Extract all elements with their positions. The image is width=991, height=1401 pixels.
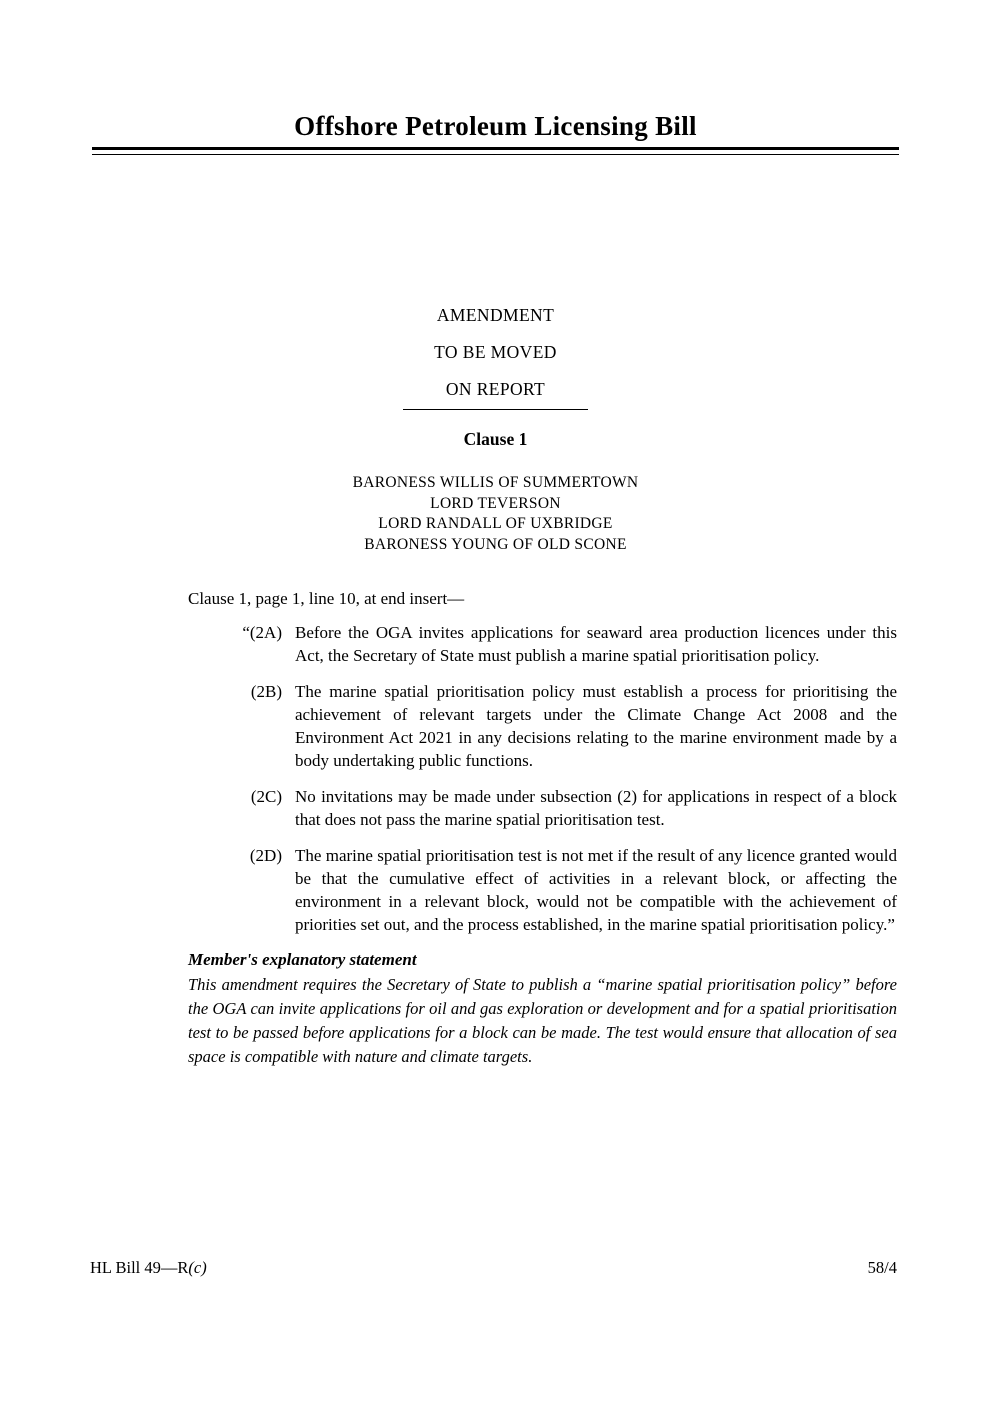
amendment-instruction: Clause 1, page 1, line 10, at end insert— [188,589,465,608]
footer-bill-reference: HL Bill 49—R(c) [90,1258,207,1277]
subsection-text: No invitations may be made under subsection (2) for applications in respect of a block that does not pass the marine spatial prioritisation test. [295,787,897,829]
subsection-text: The marine spatial prioritisation policy must establish a process for prioritising the achievement of relevant targets under the Climate Change Act 2008 and the Environment Act 2021 in any decisions relating to the marine environment made by a body undertaking public functions. [295,682,897,770]
amendment-heading-line-3: ON REPORT [445,379,546,399]
subsection-2C [188,785,897,831]
subsection-label: (2D) [249,846,282,865]
amendment-heading [0,305,991,399]
amendment-heading-line-2: TO BE MOVED [434,342,557,362]
subsection-list [188,621,897,936]
subsection-label: (2B) [250,682,282,701]
subsection-text: The marine spatial prioritisation test is not met if the result of any licence granted would be that the cumulative effect of activities in a relevant block, or affecting the environment in a relevant block, would not be compatible with the achievement of priorities set out, and the process established, in the marine spatial prioritisation policy.” [295,846,897,934]
page-title: Offshore Petroleum Licensing Bill [294,111,697,141]
amendment-heading-line-1: AMENDMENT [436,305,555,325]
footer-amendment-number: 58/4 [867,1258,897,1277]
title-double-rule [92,147,899,155]
subsection-text: Before the OGA invites applications for seaward area production licences under this Act, the Secretary of State must publish a marine spatial prioritisation policy. [295,623,897,665]
subsection-label: (2C) [250,787,282,806]
subsection-label: “(2A) [242,623,282,642]
sponsor-name: BARONESS WILLIS OF SUMMERTOWN [352,474,639,491]
subsection-2A [188,621,897,667]
explanatory-statement-heading: Member's explanatory statement [188,950,417,969]
heading-underline-rule [403,409,588,410]
sponsor-name: BARONESS YOUNG OF OLD SCONE [364,535,627,553]
sponsor-name: LORD RANDALL OF UXBRIDGE [378,515,613,532]
amendment-body [0,589,991,1069]
subsection-2B [188,680,897,772]
clause-heading: Clause 1 [463,429,528,449]
sponsor-name: LORD TEVERSON [430,494,561,512]
subsection-2D [188,844,897,936]
explanatory-statement-text: This amendment requires the Secretary of State to publish a “marine spatial prioritisation policy” before the OGA can invite applications for oil and gas exploration or development and for a spatial prioritisation test to be passed before applications for a block can be made. The test would ensure that allocation of sea space is compatible with nature and climate targets. [188,975,897,1066]
page-footer [90,1257,897,1278]
sponsor-list [0,473,991,555]
